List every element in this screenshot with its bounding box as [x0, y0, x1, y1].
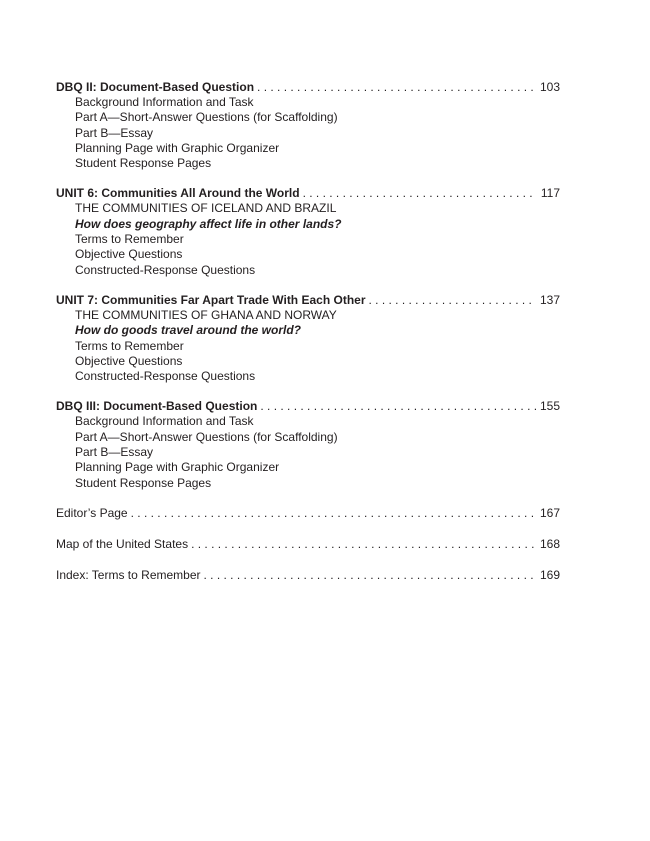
- toc-subitem: Background Information and Task: [75, 414, 254, 429]
- toc-subitem: Terms to Remember: [75, 232, 184, 247]
- toc-entry-row[interactable]: [56, 505, 560, 521]
- toc-heading-title: DBQ II: Document-Based Question: [56, 80, 255, 94]
- toc-page-number: 167: [539, 505, 560, 520]
- toc-unit-subtitle: THE COMMUNITIES OF ICELAND AND BRAZIL: [75, 201, 337, 216]
- toc-heading-title: DBQ III: Document-Based Question: [56, 399, 258, 414]
- toc-section-dbq-ii: [56, 79, 560, 171]
- toc-unit-subtitle: THE COMMUNITIES OF GHANA AND NORWAY: [75, 307, 337, 322]
- toc-heading-title: UNIT 6: Communities All Around the World: [56, 186, 300, 201]
- dot-leader: [131, 505, 536, 521]
- toc-subitem: Part B—Essay: [75, 125, 154, 140]
- toc-subitem: Part A—Short-Answer Questions (for Scaffolding): [75, 110, 338, 125]
- toc-entry-title: Editor’s Page: [56, 505, 128, 520]
- toc-entry-editors-page: [56, 505, 560, 521]
- toc-subitem: Background Information and Task: [75, 95, 254, 109]
- toc-subitem: Planning Page with Graphic Organizer: [75, 140, 280, 155]
- toc-heading-row[interactable]: [56, 79, 560, 95]
- dot-leader: [369, 292, 536, 308]
- toc-subitem: Student Response Pages: [75, 156, 212, 171]
- toc-heading-row[interactable]: [56, 292, 560, 308]
- dot-leader: [191, 536, 536, 552]
- toc-essential-question: How do goods travel around the world?: [75, 323, 302, 338]
- toc-page-number: 169: [539, 567, 560, 582]
- toc-heading-row[interactable]: [56, 398, 560, 414]
- toc-section-unit-7: [56, 292, 560, 384]
- toc-page-number: 155: [539, 399, 560, 414]
- table-of-contents: [56, 79, 560, 598]
- toc-section-unit-6: [56, 185, 560, 277]
- toc-subitem: Constructed-Response Questions: [75, 369, 256, 384]
- toc-entry-map: [56, 536, 560, 552]
- dot-leader: [303, 185, 537, 201]
- toc-subitem: Objective Questions: [75, 353, 183, 368]
- toc-page-number: 117: [540, 186, 560, 201]
- toc-page-number: 168: [539, 536, 560, 551]
- toc-heading-row[interactable]: [56, 185, 560, 201]
- toc-subitem: Planning Page with Graphic Organizer: [75, 460, 280, 475]
- toc-page-number: 137: [539, 292, 560, 307]
- toc-subitem: Part A—Short-Answer Questions (for Scaffolding): [75, 429, 338, 444]
- toc-essential-question: How does geography affect life in other lands?: [75, 216, 342, 231]
- toc-subitem: Student Response Pages: [75, 475, 212, 490]
- dot-leader: [204, 567, 536, 583]
- toc-section-dbq-iii: [56, 398, 560, 490]
- dot-leader: [257, 79, 536, 95]
- toc-entry-title: Map of the United States: [56, 536, 189, 551]
- toc-subitem: Objective Questions: [75, 247, 183, 262]
- toc-subitem: Part B—Essay: [75, 445, 154, 460]
- toc-entry-index: [56, 567, 560, 583]
- toc-entry-title: Index: Terms to Remember: [56, 567, 201, 582]
- toc-subitem: Constructed-Response Questions: [75, 262, 256, 277]
- toc-entry-row[interactable]: [56, 536, 560, 552]
- toc-page-number: 103: [539, 80, 560, 94]
- toc-entry-row[interactable]: [56, 567, 560, 583]
- toc-heading-title: UNIT 7: Communities Far Apart Trade With Each Other: [56, 292, 366, 307]
- dot-leader: [260, 398, 536, 414]
- toc-subitem: Terms to Remember: [75, 338, 184, 353]
